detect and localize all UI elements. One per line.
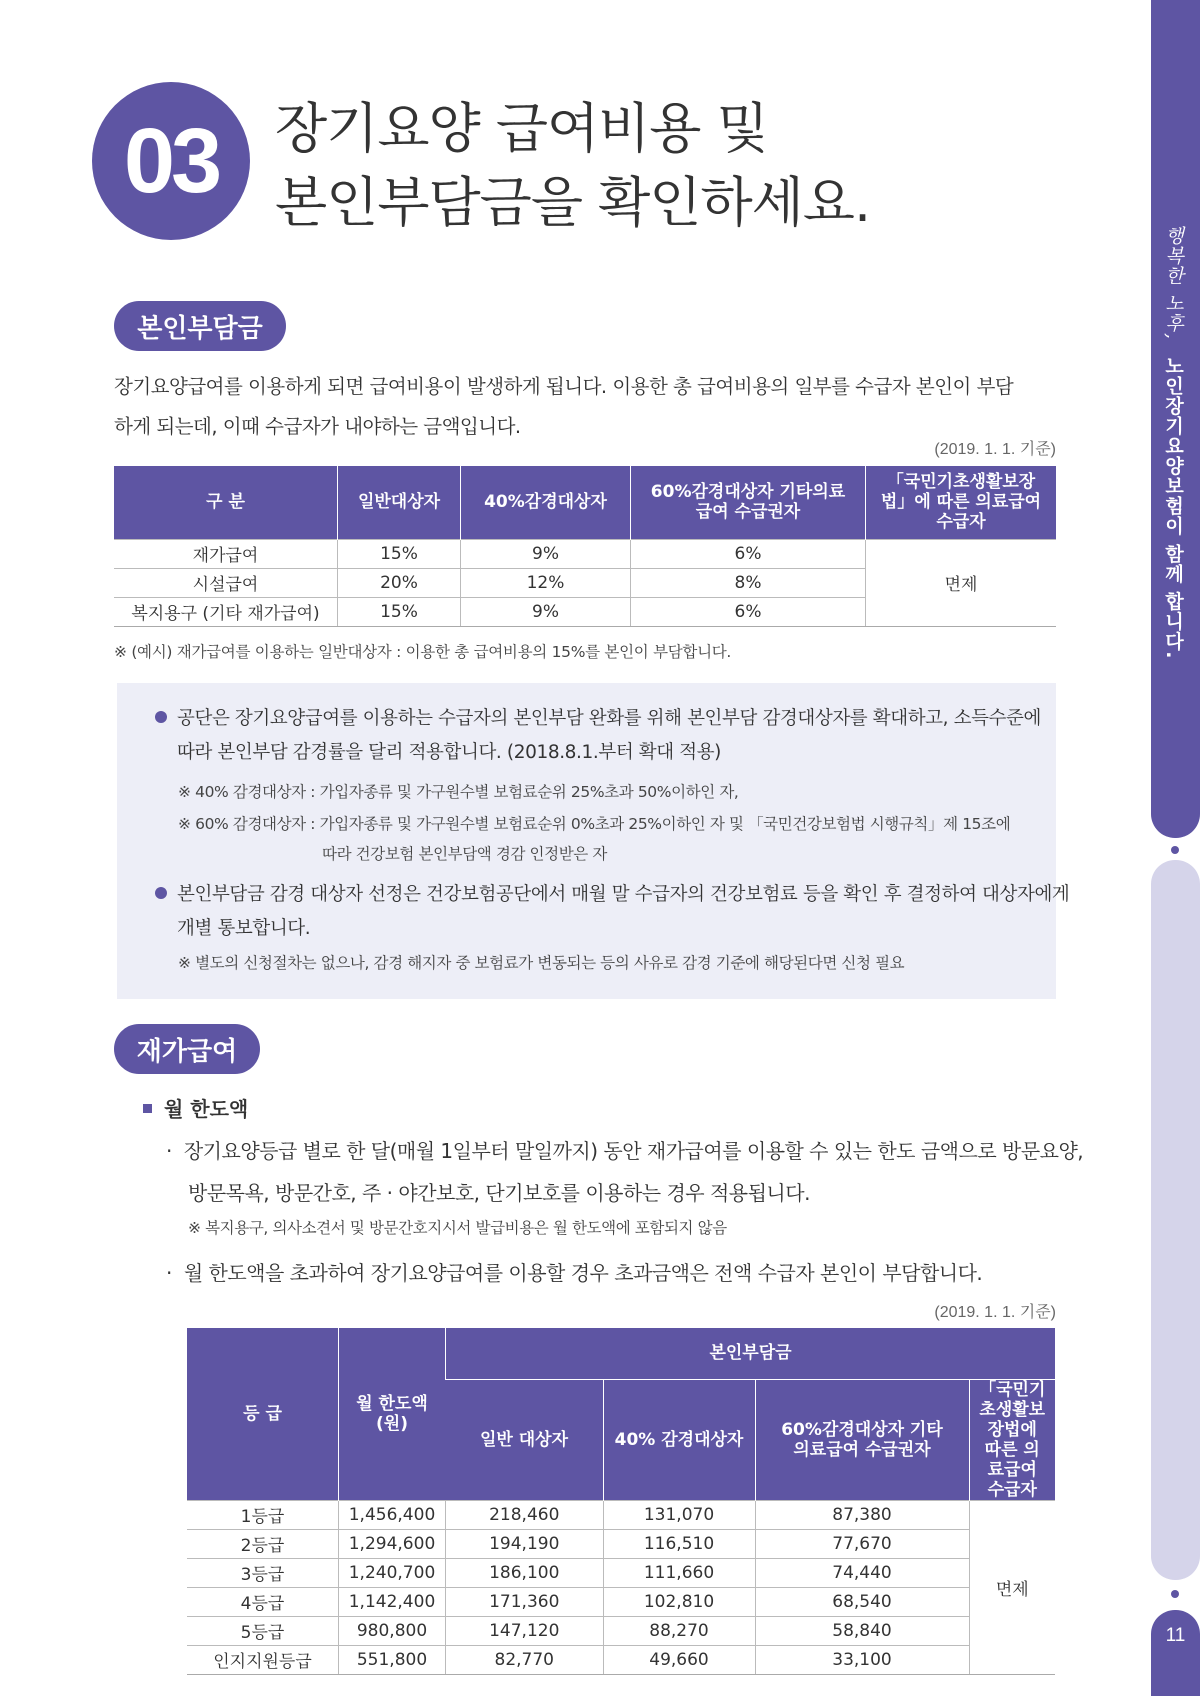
- section-tag-copay: 본인부담금: [114, 301, 286, 351]
- note-40-percent: ※ 40% 감경대상자 : 가입자종류 및 가구원수별 보험료순위 25%초과 50%이하인 자,: [178, 783, 739, 801]
- slogan-text: 노인장기요양보험이 함께 합니다.: [1162, 355, 1184, 660]
- copay-intro-line-2: 하게 되는데, 이때 수급자가 내야하는 금액입니다.: [114, 415, 521, 438]
- bullet-dot-icon: [155, 887, 167, 899]
- reduction-bullet-2: [155, 878, 1069, 946]
- cell: 218,460: [446, 1500, 604, 1529]
- cell: 116,510: [603, 1529, 755, 1558]
- heading-text: 월 한도액: [164, 1097, 249, 1121]
- th-60: 60%감경대상자 기타의료급여 수급권자: [755, 1379, 969, 1500]
- table-row: [187, 1616, 1055, 1645]
- cell: 147,120: [446, 1616, 604, 1645]
- cell: 186,100: [446, 1558, 604, 1587]
- section-number-badge: 03: [92, 82, 250, 240]
- section-tag-home-care: 재가급여: [114, 1024, 260, 1074]
- cell: 복지용구 (기타 재가급여): [114, 597, 338, 626]
- item-text: 장기요양등급 별로 한 달(매월 1일부터 말일까지) 동안 재가급여를 이용할 수 있는 한도 금액으로 방문요양,: [183, 1139, 1084, 1163]
- cell: 111,660: [603, 1558, 755, 1587]
- side-dot-icon: [1171, 1590, 1179, 1598]
- bullet-text: 공단은 장기요양급여를 이용하는 수급자의 본인부담 완화를 위해 본인부담 감경대상자를 확대하고, 소득수준에: [177, 708, 1041, 729]
- side-dot-icon: [1171, 846, 1179, 854]
- square-bullet-icon: [143, 1104, 152, 1113]
- cell: 8%: [631, 568, 866, 597]
- cell: 1,142,400: [339, 1587, 446, 1616]
- cell: 171,360: [446, 1587, 604, 1616]
- exempt-cell: 면제: [866, 539, 1057, 626]
- example-note: ※ (예시) 재가급여를 이용하는 일반대상자 : 이용한 총 급여비용의 15%를 본인이 부담합니다.: [114, 643, 732, 661]
- limit-item-1: [166, 1130, 1083, 1214]
- note-60-percent: ※ 60% 감경대상자 : 가입자종류 및 가구원수별 보험료순위 0%초과 25%이하인 자 및 「국민건강보험법 시행규칙」제 15조에: [178, 815, 1011, 833]
- cell: 68,540: [755, 1587, 969, 1616]
- cell: 1,294,600: [339, 1529, 446, 1558]
- cell: 131,070: [603, 1500, 755, 1529]
- item-text: 월 한도액을 초과하여 장기요양급여를 이용할 경우 초과금액은 전액 수급자 본인이 부담합니다.: [183, 1261, 983, 1285]
- table-row: [187, 1587, 1055, 1616]
- cell: 82,770: [446, 1645, 604, 1674]
- copay-intro: [114, 367, 1060, 447]
- copay-intro-line-1: 장기요양급여를 이용하게 되면 급여비용이 발생하게 됩니다. 이용한 총 급여비용의 일부를 수급자 본인이 부담: [114, 375, 1014, 398]
- th-basic-living: 「국민기초생활보장법」에 따른 의료급여 수급자: [866, 466, 1057, 539]
- th-40: 40% 감경대상자: [603, 1379, 755, 1500]
- page-title: [275, 92, 870, 240]
- exempt-cell: 면제: [969, 1500, 1055, 1674]
- cell: 1,456,400: [339, 1500, 446, 1529]
- table-row: [187, 1529, 1055, 1558]
- th-grade: 등 급: [187, 1328, 339, 1500]
- slogan-script: 행복한 노후,: [1162, 226, 1184, 341]
- monthly-limit-heading: [143, 1093, 248, 1122]
- cell: 4등급: [187, 1587, 339, 1616]
- cell: 시설급여: [114, 568, 338, 597]
- cell: 102,810: [603, 1587, 755, 1616]
- monthly-limit-table: [187, 1328, 1055, 1675]
- cell: 5등급: [187, 1616, 339, 1645]
- table-row: [114, 539, 1056, 568]
- cell: 49,660: [603, 1645, 755, 1674]
- side-slogan: [1160, 226, 1187, 659]
- cell: 74,440: [755, 1558, 969, 1587]
- cell: 551,800: [339, 1645, 446, 1674]
- cell: 77,670: [755, 1529, 969, 1558]
- cell: 12%: [461, 568, 631, 597]
- cell: 88,270: [603, 1616, 755, 1645]
- th-general: 일반대상자: [338, 466, 461, 539]
- item-text-cont: 방문목욕, 방문간호, 주 · 야간보호, 단기보호를 이용하는 경우 적용됩니다.: [188, 1181, 810, 1205]
- th-60: 60%감경대상자 기타의료급여 수급권자: [631, 466, 866, 539]
- note-60-percent-cont: 따라 건강보험 본인부담액 경감 인정받은 자: [322, 845, 607, 863]
- limit-item-2: [166, 1252, 982, 1294]
- cell: 9%: [461, 539, 631, 568]
- cell: 87,380: [755, 1500, 969, 1529]
- cell: 15%: [338, 539, 461, 568]
- cell: 6%: [631, 597, 866, 626]
- bullet-text-cont: 개별 통보합니다.: [177, 918, 311, 939]
- cell: 980,800: [339, 1616, 446, 1645]
- table-row: [187, 1645, 1055, 1674]
- bullet-text: 본인부담금 감경 대상자 선정은 건강보험공단에서 매월 말 수급자의 건강보험료 등을 확인 후 결정하여 대상자에게: [177, 884, 1070, 905]
- cell: 33,100: [755, 1645, 969, 1674]
- bullet-text-cont: 따라 본인부담 감경률을 달리 적용합니다. (2018.8.1.부터 확대 적용): [177, 742, 721, 763]
- th-general: 일반 대상자: [446, 1379, 604, 1500]
- title-line-1: 장기요양 급여비용 및: [275, 97, 768, 160]
- bullet-dot-icon: [155, 711, 167, 723]
- cell: 2등급: [187, 1529, 339, 1558]
- cell: 194,190: [446, 1529, 604, 1558]
- middle-dot-icon: ·: [166, 1261, 172, 1285]
- basis-date-2: (2019. 1. 1. 기준): [934, 1304, 1056, 1321]
- th-copay: 본인부담금: [446, 1328, 1056, 1379]
- basis-date-1: (2019. 1. 1. 기준): [934, 441, 1056, 458]
- note-apply: ※ 별도의 신청절차는 없으나, 감경 해지자 중 보험료가 변동되는 등의 사유로 감경 기준에 해당된다면 신청 필요: [178, 954, 905, 972]
- cell: 3등급: [187, 1558, 339, 1587]
- cell: 58,840: [755, 1616, 969, 1645]
- th-40: 40%감경대상자: [461, 466, 631, 539]
- side-track: [1151, 860, 1200, 1580]
- copay-rate-table: [114, 466, 1056, 627]
- cell: 6%: [631, 539, 866, 568]
- cell: 15%: [338, 597, 461, 626]
- reduction-bullet-1: [155, 702, 1041, 770]
- limit-note: ※ 복지용구, 의사소견서 및 방문간호지시서 발급비용은 월 한도액에 포함되지 않음: [188, 1219, 727, 1237]
- th-category: 구 분: [114, 466, 338, 539]
- cell: 1등급: [187, 1500, 339, 1529]
- th-monthly-limit: 월 한도액 (원): [339, 1328, 446, 1500]
- cell: 9%: [461, 597, 631, 626]
- cell: 20%: [338, 568, 461, 597]
- title-line-2: 본인부담금을 확인하세요.: [275, 171, 871, 234]
- th-basic-living: 「국민기초생활보장법에 따른 의료급여 수급자: [969, 1379, 1055, 1500]
- page-number: 11: [1165, 1625, 1186, 1646]
- page-number-tab: [1151, 1610, 1200, 1696]
- table-row: [187, 1500, 1055, 1529]
- cell: 1,240,700: [339, 1558, 446, 1587]
- table-row: [187, 1558, 1055, 1587]
- cell: 재가급여: [114, 539, 338, 568]
- cell: 인지지원등급: [187, 1645, 339, 1674]
- middle-dot-icon: ·: [166, 1139, 172, 1163]
